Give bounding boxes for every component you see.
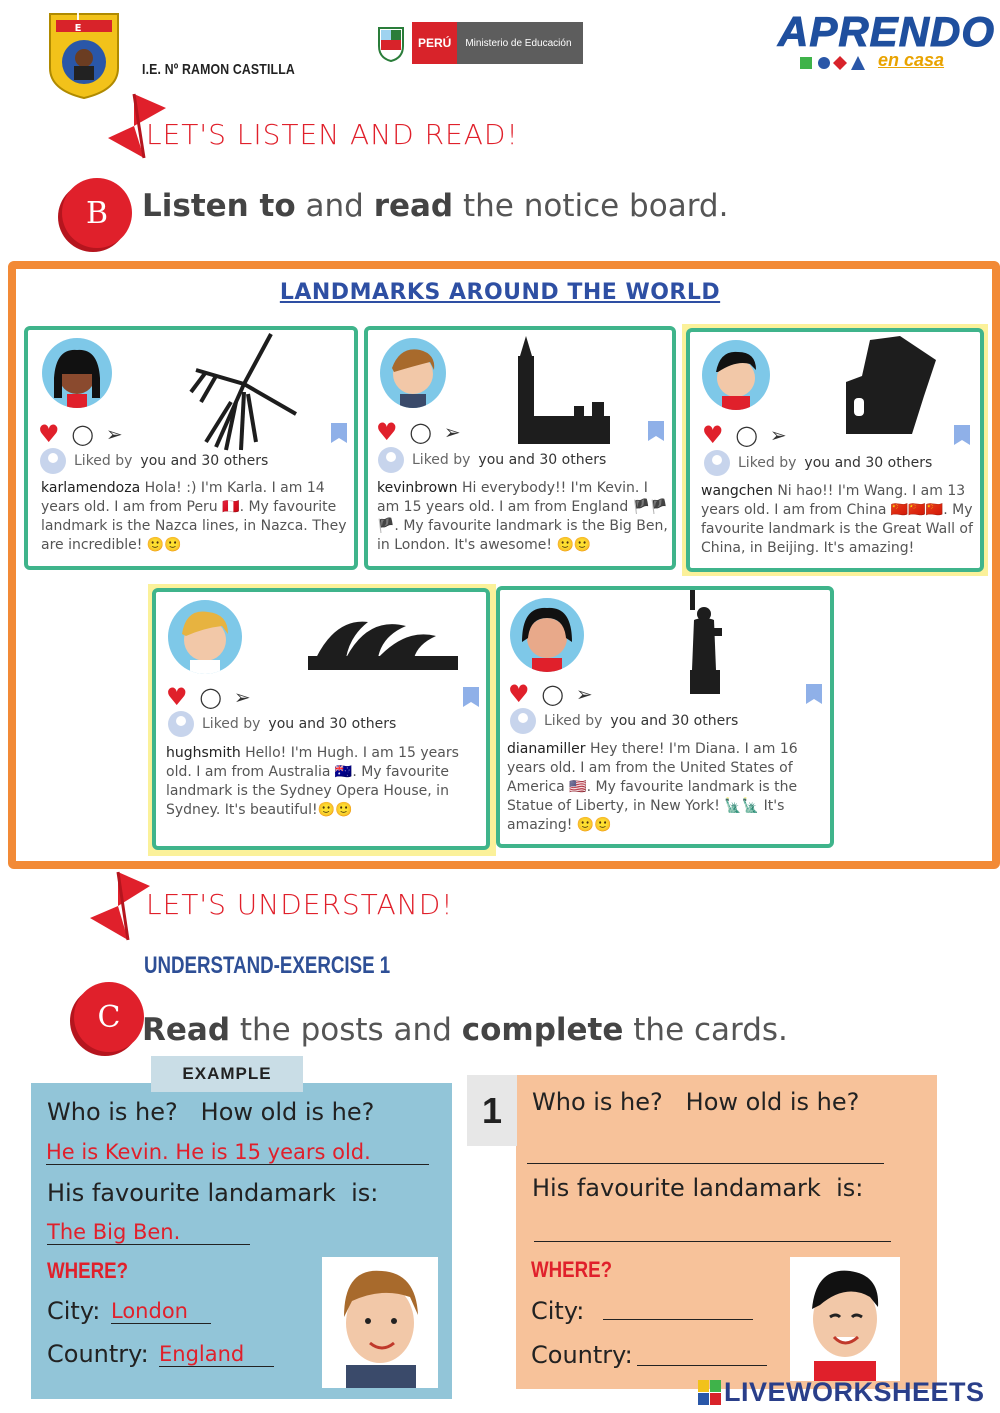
avatar-kevin <box>380 338 446 408</box>
example-answer-2: The Big Ben. <box>47 1220 250 1245</box>
like-heart-icon[interactable]: ♥ <box>166 683 188 711</box>
liked-bold: you and 30 others <box>804 455 933 471</box>
en-casa-label: en casa <box>878 50 945 70</box>
avatar-hugh <box>168 600 242 674</box>
card-1-country-input[interactable] <box>637 1363 767 1366</box>
great-wall-image <box>840 336 936 436</box>
post-text-wang <box>701 482 977 558</box>
like-heart-icon[interactable]: ♥ <box>376 418 398 446</box>
liked-bold: you and 30 others <box>140 453 269 469</box>
post-text-karla <box>41 479 351 555</box>
post-user: hughsmith <box>166 745 241 761</box>
exercise-heading: UNDERSTAND-EXERCISE 1 <box>144 952 391 979</box>
nazca-lines-image <box>186 332 302 452</box>
instr-bold-listen: Listen to <box>142 188 296 224</box>
section-title-understand: LET'S UNDERSTAND! <box>146 888 454 921</box>
peru-label: PERÚ <box>412 22 457 64</box>
card-1-city-input[interactable] <box>603 1317 753 1320</box>
avatar-diana <box>510 598 584 672</box>
like-heart-icon[interactable]: ♥ <box>508 680 530 708</box>
avatar-wang <box>702 340 770 410</box>
instr-bold-read: Read <box>142 1012 231 1048</box>
example-tab: EXAMPLE <box>151 1056 303 1092</box>
instr-bold-complete: complete <box>461 1012 624 1048</box>
post-text-diana <box>507 740 825 835</box>
user-icon <box>168 711 194 737</box>
comment-icon[interactable]: ◯ <box>735 423 758 447</box>
post-actions-karla <box>38 420 123 448</box>
statue-of-liberty-image <box>684 590 728 694</box>
liked-by-diana <box>510 708 738 734</box>
share-icon[interactable]: ➢ <box>769 423 787 447</box>
example-country-label: Country: <box>47 1340 149 1368</box>
section-title-listen: LET'S LISTEN AND READ! <box>146 118 519 151</box>
liked-prefix: Liked by <box>74 453 133 469</box>
liked-by-hugh <box>168 711 396 737</box>
card-1-where-label: WHERE? <box>531 1257 613 1282</box>
user-icon <box>378 447 404 473</box>
post-body: Hi everybody!! I'm Kevin. I am 15 years old. I am from England 🏴🏴🏴. My favourite landmark is the Big Ben, in London. It's awesome! 🙂🙂 <box>377 480 668 553</box>
liked-bold: you and 30 others <box>610 713 739 729</box>
example-country-answer: England <box>159 1342 274 1367</box>
share-icon[interactable]: ➢ <box>575 682 593 706</box>
peru-coat-of-arms-icon <box>375 26 407 62</box>
badge-c: C <box>74 982 144 1052</box>
card-1-question-2: His favourite landamark is: <box>532 1174 864 1202</box>
card-1-answer-2-input[interactable] <box>534 1239 891 1242</box>
post-body: Hey there! I'm Diana. I am 16 years old. I am from the United States of America 🇺🇸. My favourite landmark is the Statue of Liberty, in New York! 🗽🗽 It's amazing! 🙂🙂 <box>507 741 798 833</box>
big-ben-image <box>514 336 610 444</box>
liked-prefix: Liked by <box>202 716 261 732</box>
post-actions-diana <box>508 680 593 708</box>
liveworksheets-brand: LIVEWORKSHEETS <box>724 1377 985 1407</box>
post-text-kevin <box>377 479 669 555</box>
example-question-1: Who is he? How old is he? <box>47 1098 375 1126</box>
post-body: Ni hao!! I'm Wang. I am 13 years old. I am from China 🇨🇳🇨🇳🇨🇳. My favourite landmark is the Great Wall of China, in Beijing. It's amazing! <box>701 483 973 556</box>
kevin-portrait <box>322 1257 438 1388</box>
ministry-logo <box>412 22 583 64</box>
instr-end: the cards. <box>623 1012 788 1048</box>
liked-by-wang <box>704 450 932 476</box>
example-answer-1: He is Kevin. He is 15 years old. <box>46 1140 429 1165</box>
liked-prefix: Liked by <box>738 455 797 471</box>
instr-mid: the posts and <box>230 1012 462 1048</box>
post-user: karlamendoza <box>41 480 141 496</box>
sydney-opera-house-image <box>306 612 458 670</box>
badge-b: B <box>62 178 132 248</box>
liked-bold: you and 30 others <box>478 452 607 468</box>
comment-icon[interactable]: ◯ <box>541 682 564 706</box>
user-icon <box>40 448 66 474</box>
shield-text: I E <box>74 12 96 34</box>
post-actions-wang <box>702 421 787 449</box>
liked-bold: you and 30 others <box>268 716 397 732</box>
liked-prefix: Liked by <box>412 452 471 468</box>
instr-end: the notice board. <box>453 188 729 224</box>
red-pennant-icon <box>88 870 150 942</box>
card-1-answer-1-input[interactable] <box>527 1161 884 1164</box>
user-icon <box>510 708 536 734</box>
liveworksheets-icon <box>698 1380 722 1406</box>
share-icon[interactable]: ➢ <box>233 685 251 709</box>
post-actions-kevin <box>376 418 461 446</box>
share-icon[interactable]: ➢ <box>105 422 123 446</box>
like-heart-icon[interactable]: ♥ <box>702 421 724 449</box>
example-city-answer: London <box>111 1299 211 1324</box>
like-heart-icon[interactable]: ♥ <box>38 420 60 448</box>
card-1-country-label: Country: <box>531 1341 633 1369</box>
aprendo-logo: APRENDO <box>778 8 996 55</box>
instr-bold-read: read <box>373 188 454 224</box>
liked-by-kevin <box>378 447 606 473</box>
post-user: dianamiller <box>507 741 586 757</box>
user-icon <box>704 450 730 476</box>
card-1-question-1: Who is he? How old is he? <box>532 1088 860 1116</box>
card-1-number: 1 <box>467 1075 517 1146</box>
instr-mid: and <box>295 188 374 224</box>
share-icon[interactable]: ➢ <box>443 420 461 444</box>
instruction-read <box>142 1012 788 1048</box>
card-1-city-label: City: <box>531 1297 585 1325</box>
liked-prefix: Liked by <box>544 713 603 729</box>
post-body: Hola! :) I'm Karla. I am 14 years old. I am from Peru 🇵🇪. My favourite landmark is the Nazca lines, in Nazca. They are incredible! 🙂🙂 <box>41 480 347 553</box>
comment-icon[interactable]: ◯ <box>199 685 222 709</box>
post-body: Hello! I'm Hugh. I am 15 years old. I am from Australia 🇦🇺. My favourite landmark is the Sydney Opera House, in Sydney. It's beautiful!🙂🙂 <box>166 745 459 818</box>
liked-by-karla <box>40 448 268 474</box>
post-actions-hugh <box>166 683 251 711</box>
ministry-label: Ministerio de Educación <box>457 22 583 64</box>
post-text-hugh <box>166 744 482 820</box>
example-city-label: City: <box>47 1297 101 1325</box>
shapes-icon <box>800 55 870 71</box>
example-question-2: His favourite landamark is: <box>47 1179 379 1207</box>
wang-portrait <box>790 1257 900 1381</box>
avatar-karla <box>42 338 112 408</box>
comment-icon[interactable]: ◯ <box>409 420 432 444</box>
post-user: kevinbrown <box>377 480 458 496</box>
board-title: LANDMARKS AROUND THE WORLD <box>279 280 721 305</box>
example-where-label: WHERE? <box>47 1258 129 1283</box>
instruction-listen <box>142 188 728 224</box>
school-name: I.E. Nº RAMON CASTILLA <box>142 61 295 78</box>
comment-icon[interactable]: ◯ <box>71 422 94 446</box>
post-user: wangchen <box>701 483 773 499</box>
